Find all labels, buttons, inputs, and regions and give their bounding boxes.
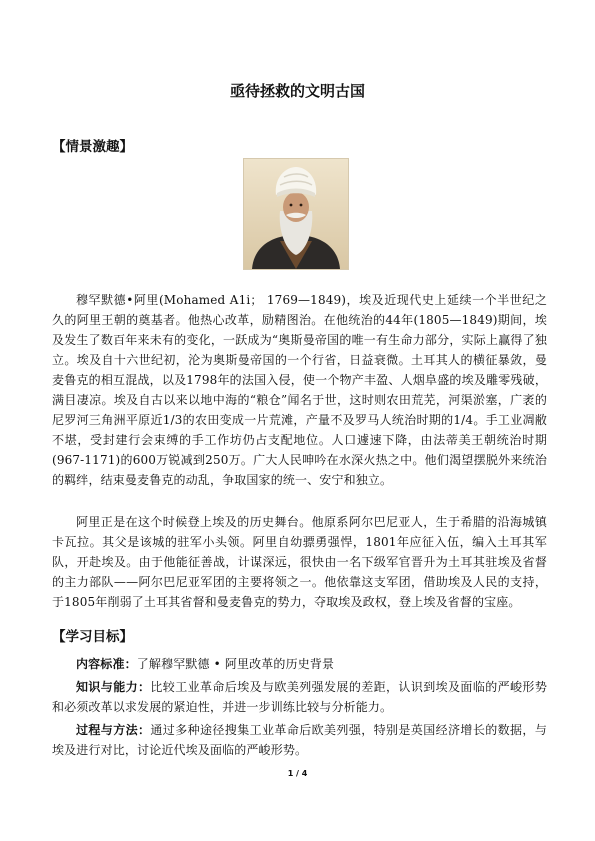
goal-knowledge-ability <box>52 677 547 717</box>
portrait-image <box>243 158 349 270</box>
goal-text: 比较工业革命后埃及与欧美列强发展的差距，认识到埃及面临的严峻形势和必须改革以求发展的紧迫性，并进一步训练比较与分析能力。 <box>52 680 547 714</box>
goal-label: 内容标准： <box>76 657 137 671</box>
goal-text: 通过多种途径搜集工业革命后欧美列强，特别是英国经济增长的数据，与埃及进行对比，讨论近代埃及面临的严峻形势。 <box>52 723 547 757</box>
paragraph-1: 穆罕默德•阿里(Mohamed A1i； 1769—1849)，埃及近现代史上延续一个半世纪之久的阿里王朝的奠基者。他热心改革，励精图治。在他统治的44年(1805—1849)期间，埃及发生了数百年来未有的变化，一跃成为“奥斯曼帝国的唯一有生命力部分，实际上赢得了独立。埃及自十六世纪初，沦为奥斯曼帝国的一个行省，日益衰微。土耳其人的横征暴敛，曼麦鲁克的相互混战，以及1798年的法国入侵，使一个物产丰盈、人烟阜盛的埃及雕零残破，满目凄凉。埃及自古以来以地中海的“粮仓”闻名于世，这时则农田荒芜，河渠淤塞，广袤的尼罗河三角洲平原近1/3的农田变成一片荒滩，产量不及罗马人统治时期的1/4。手工业凋敝不堪，受封建行会束缚的手工作坊仍占支配地位。人口遽速下降，由法蒂美王朝统治时期(967-1171)的600万锐减到250万。广大人民呻吟在水深火热之中。他们渴望摆脱外来统治的羁绊，结束曼麦鲁克的动乱，争取国家的统一、安宁和独立。 <box>52 293 548 487</box>
goal-label: 知识与能力： <box>76 680 151 694</box>
goal-process-method <box>52 720 547 760</box>
paragraph-2: 阿里正是在这个时候登上埃及的历史舞台。他原系阿尔巴尼亚人，生于希腊的沿海城镇卡瓦拉。其父是该城的驻军小头领。阿里自幼骠勇强悍，1801年应征入伍，编入土耳其军队，开赴埃及。由于他能征善战，计谋深远，很快由一名下级军官晋升为土耳其驻埃及省督的主力部队——阿尔巴尼亚军团的主要将领之一。他依靠这支军团，借助埃及人民的支持，于1805年削弱了土耳其省督和曼麦鲁克的势力，夺取埃及政权，登上埃及省督的宝座。 <box>52 515 547 609</box>
document-title: 亟待拯救的文明古国 <box>229 82 365 100</box>
section-heading-goals: 【学习目标】 <box>52 629 133 645</box>
goal-content-standard <box>52 654 547 674</box>
page-number: 1 / 4 <box>287 769 308 778</box>
goal-label: 过程与方法： <box>76 723 151 737</box>
goal-text: 了解穆罕默德 • 阿里改革的历史背景 <box>136 657 335 671</box>
section-heading-scenario: 【情景激趣】 <box>52 139 133 155</box>
